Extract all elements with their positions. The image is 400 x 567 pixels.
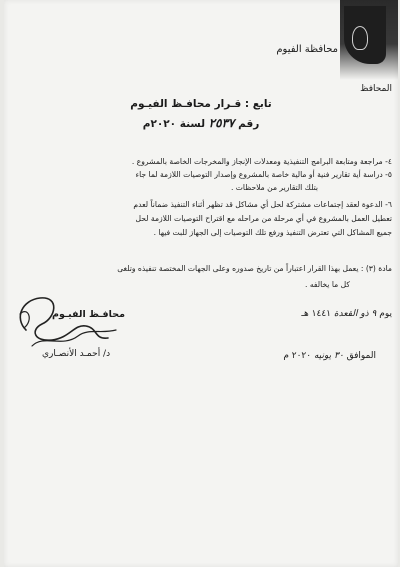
- hijri-year: ١٤٤١ هـ: [301, 309, 332, 319]
- decree-number-line: [4, 116, 398, 130]
- hijri-handwritten: ٩ ذو القعدة: [333, 309, 377, 319]
- clause-4: ٤- مراجعة ومتابعة البرامج التنفيذية ومعدلات الإنجاز والمخرجات الخاصة بالمشروع .: [131, 157, 392, 166]
- clause-6-cont-2: جميع المشاكل التي تعترض التنفيذ ورفع تلك التوصيات إلى الجهاز للبت فيها .: [153, 228, 392, 237]
- gregorian-year: ٢٠٢٠ م: [283, 351, 312, 361]
- decree-number-label: رقم: [238, 118, 260, 130]
- article-3: مادة (٣) : يعمل بهذا القرار اعتباراً من تاريخ صدوره وعلى الجهات المختصة تنفيذه وتلغى: [117, 264, 392, 273]
- signatory-name: د/ أحمـد الأنصـاري: [42, 349, 111, 359]
- document-title: تابع : قـرار محافـظ الفيـوم: [130, 98, 272, 110]
- article-3-cont: كل ما يخالفه .: [305, 280, 350, 289]
- clause-5: ٥- دراسة أية تقارير فنية أو مالية خاصة بالمشروع وإصدار التوصيات اللازمة لما جاء: [135, 170, 392, 179]
- gregorian-handwritten: ٣٠ يونيه: [313, 351, 344, 361]
- governorate-header: محافظة الفيوم: [276, 44, 338, 55]
- decree-number: ٢٥٣٧: [208, 116, 235, 130]
- gregorian-date-line: [283, 351, 376, 361]
- document-page: [4, 0, 398, 567]
- clause-6-cont-1: تعطيل العمل بالمشروع في أي مرحلة من مراحله مع اقتراح التوصيات اللازمة لحل: [135, 214, 392, 223]
- clause-6: ٦- الدعوة لعقد إجتماعات مشتركة لحل أي مشاكل قد تظهر أثناء التنفيذ ضماناً لعدم: [133, 200, 392, 209]
- hijri-date-line: [301, 309, 392, 319]
- emblem-icon: [352, 26, 368, 50]
- gregorian-label: الموافق: [346, 351, 376, 361]
- decree-year: لسنة ٢٠٢٠م: [142, 118, 206, 130]
- day-label: يوم: [379, 309, 392, 319]
- clause-5-cont: بتلك التقارير من ملاحظات .: [230, 183, 318, 192]
- office-label: المحافظ: [360, 84, 392, 94]
- signatory-title: محافـظ الفيـوم: [52, 309, 125, 320]
